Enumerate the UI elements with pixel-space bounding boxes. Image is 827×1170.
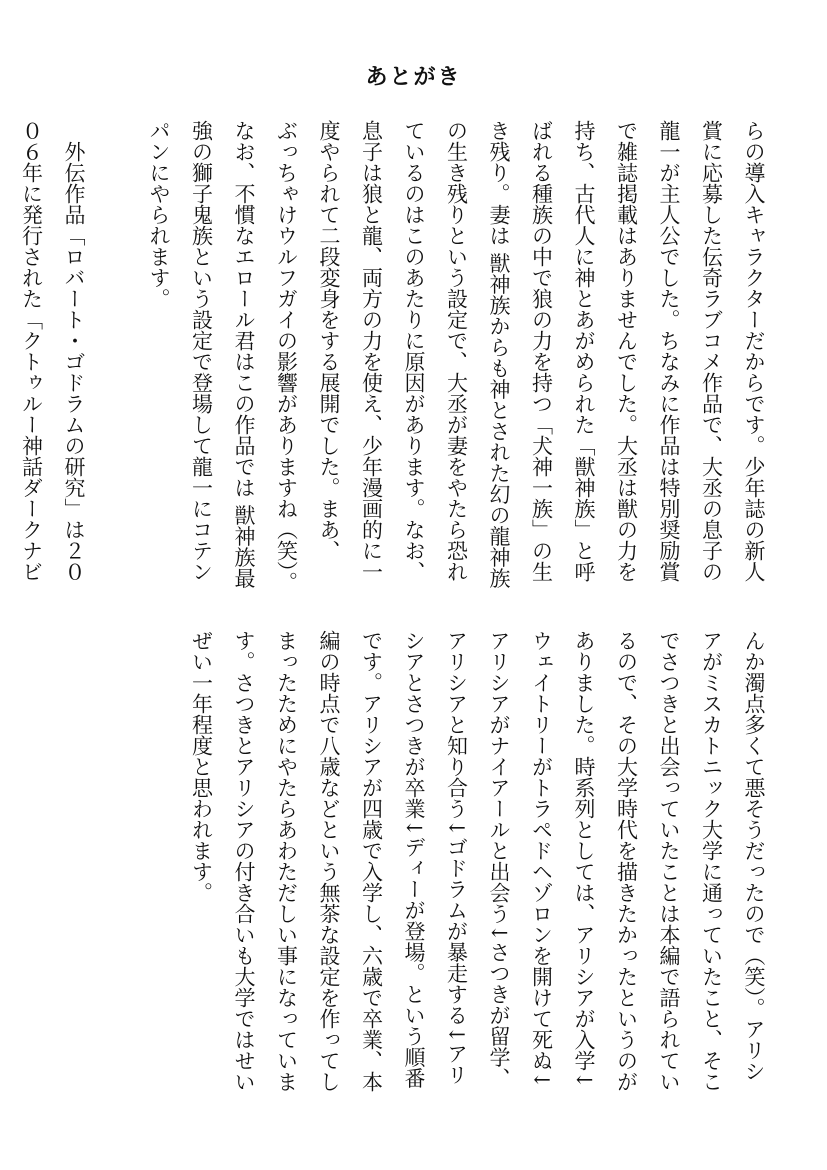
text-column: す。さつきとアリシアの付き合いも大学ではせい: [232, 630, 256, 1092]
text-column: ウェイトリーがトラペドヘゾロンを開けて死ぬ↓: [529, 630, 554, 1089]
text-column: 強の獅子鬼族という設定で登場して龍一にコテン: [189, 120, 214, 582]
text-column: 持ち、古代人に神とあがめられた「獣神族」と呼: [572, 120, 596, 582]
text-column: 外伝作品「ロバート・ゴドラムの研究」は２０: [62, 120, 86, 582]
text-column: の生き残りという設定で、大丞が妻をやたら恐れ: [444, 120, 469, 582]
text-column: でさつきと出会っていたことは本編で語られてい: [657, 630, 681, 1092]
text-column: ありました。時系列としては、アリシアが入学↓: [572, 630, 596, 1089]
lower-text-block: [55, 630, 775, 1115]
text-column: き残り。妻は 獣神族からも神とされた幻の龍神族: [487, 120, 511, 589]
text-column: 編の時点で八歳などという無茶な設定を作ってし: [317, 630, 341, 1092]
text-column: らの導入キャラクターだからです。少年誌の新人: [742, 120, 766, 582]
text-column: ばれる種族の中で狼の力を持つ「犬神一族」の生: [529, 120, 554, 582]
upper-text-block: [19, 120, 775, 605]
text-column: アリシアがナイアールと出会う↓さつきが留学、: [487, 630, 511, 1089]
text-column: んか濁点多くて悪そうだったので（笑）。アリシ: [742, 630, 766, 1082]
text-column: 賞に応募した伝奇ラブコメ作品で、大丞の息子の: [699, 120, 724, 582]
text-column: 龍一が主人公でした。ちなみに作品は特別奨励賞: [657, 120, 681, 582]
page-title: あとがき: [365, 65, 462, 90]
text-column: なお、不慣なエロール君はこの作品では 獣神族最: [232, 120, 256, 589]
text-column: ぶっちゃけウルフガイの影響がありますね（笑）。: [274, 120, 299, 593]
text-column: 度やられて二段変身をする展開でした。まあ、: [317, 120, 341, 561]
text-column: るので、その大学時代を描きたかったというのが: [614, 630, 639, 1092]
text-column: アがミスカトニック大学に通っていたこと、そこ: [699, 630, 724, 1092]
text-column: アリシアと知り合う↓ゴドラムが暴走する↓アリ: [444, 630, 469, 1086]
paragraph-gap: [95, 120, 138, 605]
text-column: ているのはこのあたりに原因があります。なお、: [402, 120, 426, 582]
text-column: パンにやられます。: [147, 120, 171, 309]
text-column: まったためにやたらあわただしい事になっていま: [274, 630, 299, 1092]
text-column: で雑誌掲載はありませんでした。大丞は獣の力を: [614, 120, 639, 582]
text-column: 息子は狼と龍、両方の力を使え、少年漫画的に一: [359, 120, 384, 582]
text-column: です。アリシアが四歳で入学し、六歳で卒業、本: [359, 630, 384, 1092]
text-column: ぜい一年程度と思われます。: [189, 630, 214, 903]
text-column: シアとさつきが卒業↓ディーが登場。という順番: [402, 630, 426, 1089]
text-column: [0, 120, 10, 605]
text-column: ０６年に発行された「クトゥルー神話ダークナビ: [19, 120, 44, 582]
